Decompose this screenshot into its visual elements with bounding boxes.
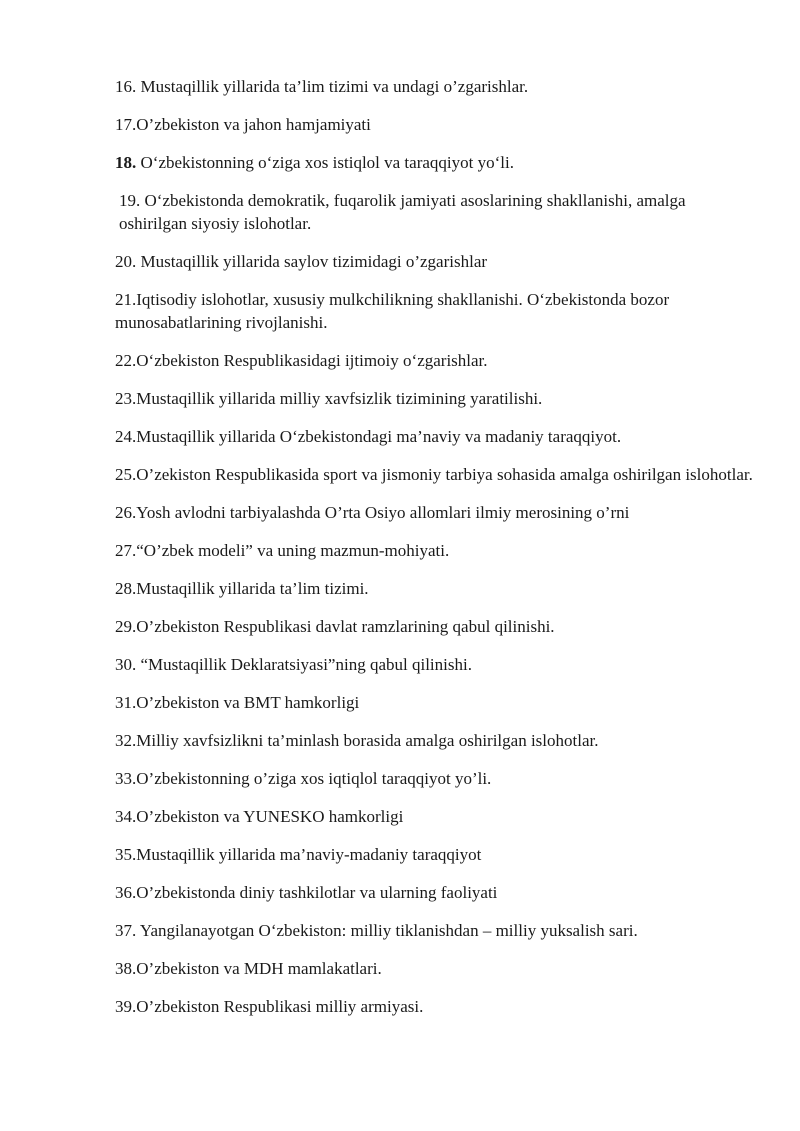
list-item: 27.“O’zbek modeli” va uning mazmun-mohiyati.	[115, 541, 450, 560]
list-item: 37. Yangilanayotgan O‘zbekiston: milliy tiklanishdan – milliy yuksalish sari.	[115, 921, 638, 940]
list-item: 29.O’zbekiston Respublikasi davlat ramzlarining qabul qilinishi.	[115, 617, 555, 636]
list-item: 16. Mustaqillik yillarida ta’lim tizimi va undagi o’zgarishlar.	[115, 77, 529, 96]
list-item: 20. Mustaqillik yillarida saylov tizimidagi o’zgarishlar	[115, 252, 488, 271]
list-item: 39.O’zbekiston Respublikasi milliy armiyasi.	[115, 997, 424, 1016]
list-item: 19. O‘zbekistonda demokratik, fuqarolik jamiyati asoslarining shakllanishi, amalga oshirilgan siyosiy islohotlar.	[119, 191, 686, 233]
list-item: 28.Mustaqillik yillarida ta’lim tizimi.	[115, 579, 369, 598]
list-item: 24.Mustaqillik yillarida O‘zbekistondagi ma’naviy va madaniy taraqqiyot.	[115, 427, 622, 446]
list-item: 34.O’zbekiston va YUNESKO hamkorligi	[115, 807, 404, 826]
list-item: 35.Mustaqillik yillarida ma’naviy-madaniy taraqqiyot	[115, 845, 482, 864]
list-item: 23.Mustaqillik yillarida milliy xavfsizlik tizimining yaratilishi.	[115, 389, 543, 408]
list-item: 25.O’zekiston Respublikasida sport va jismoniy tarbiya sohasida amalga oshirilgan islohotlar.	[115, 465, 753, 484]
list-item	[115, 151, 755, 174]
topic-list	[115, 75, 755, 1033]
list-item: 32.Milliy xavfsizlikni ta’minlash borasida amalga oshirilgan islohotlar.	[115, 731, 599, 750]
list-item: 31.O’zbekiston va BMT hamkorligi	[115, 693, 360, 712]
list-item-number: 18.	[115, 153, 137, 172]
list-item: 22.O‘zbekiston Respublikasidagi ijtimoiy o‘zgarishlar.	[115, 351, 488, 370]
list-item: 26.Yosh avlodni tarbiyalashda O’rta Osiyo allomlari ilmiy merosining o’rni	[115, 503, 630, 522]
list-item: 33.O’zbekistonning o’ziga xos iqtiqlol taraqqiyot yo’li.	[115, 769, 492, 788]
list-item: 30. “Mustaqillik Deklaratsiyasi”ning qabul qilinishi.	[115, 655, 472, 674]
list-item: 36.O’zbekistonda diniy tashkilotlar va ularning faoliyati	[115, 883, 498, 902]
list-item: 17.O’zbekiston va jahon hamjamiyati	[115, 115, 371, 134]
list-item: 38.O’zbekiston va MDH mamlakatlari.	[115, 959, 382, 978]
list-item: 21.Iqtisodiy islohotlar, xususiy mulkchilikning shakllanishi. O‘zbekistonda bozor munosabatlarining rivojlanishi.	[115, 290, 670, 332]
list-item-text: O‘zbekistonning o‘ziga xos istiqlol va taraqqiyot yo‘li.	[136, 153, 514, 172]
